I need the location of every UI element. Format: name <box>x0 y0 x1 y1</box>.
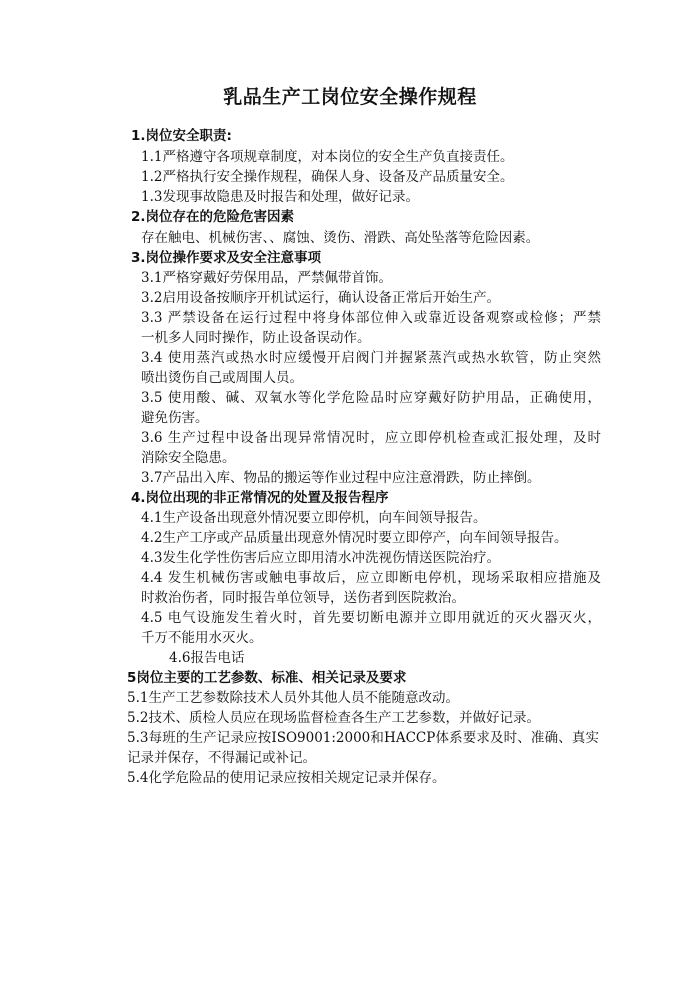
section-3-item: 3.6 生产过程中设备出现异常情况时，应立即停机检查或汇报处理，及时 <box>141 430 601 446</box>
section-3-item: 3.4 使用蒸汽或热水时应缓慢开启阀门并握紧蒸汽或热水软管，防止突然 <box>141 350 601 366</box>
section-4-item: 4.6报告电话 <box>169 650 245 666</box>
section-5-item: 5.4化学危险品的使用记录应按相关规定记录并保存。 <box>127 770 446 786</box>
section-5-heading: 5岗位主要的工艺参数、标准、相关记录及要求 <box>127 670 407 686</box>
section-3-item-cont: 避免伤害。 <box>141 410 209 426</box>
section-3-item: 3.5 使用酸、碱、双氧水等化学危险品时应穿戴好防护用品，正确使用， <box>141 390 601 406</box>
section-5-item-cont: 记录并保存，不得漏记或补记。 <box>127 750 316 766</box>
section-5-item: 5.3每班的生产记录应按ISO9001:2000和HACCP体系要求及时、准确、真实 <box>127 730 599 746</box>
section-4-item: 4.3发生化学性伤害后应立即用清水冲洗视伤情送医院治疗。 <box>141 550 500 566</box>
section-4-item: 4.5 电气设施发生着火时，首先要切断电源并立即用就近的灭火器灭火， <box>141 610 601 626</box>
section-1-item: 1.2严格执行安全操作规程，确保人身、设备及产品质量安全。 <box>141 169 514 185</box>
section-1-item: 1.1严格遵守各项规章制度，对本岗位的安全生产负直接责任。 <box>141 149 514 165</box>
section-4-item-cont: 千万不能用水灭火。 <box>141 630 263 646</box>
section-1-heading: 1.岗位安全职责: <box>131 128 232 144</box>
section-3-item: 3.2启用设备按顺序开机试运行，确认设备正常后开始生产。 <box>141 290 500 306</box>
section-4-item: 4.1生产设备出现意外情况要立即停机，向车间领导报告。 <box>141 510 487 526</box>
section-5-item: 5.2技术、质检人员应在现场监督检查各生产工艺参数，并做好记录。 <box>127 710 540 726</box>
section-4-item: 4.2生产工序或产品质量出现意外情况时要立即停产，向车间领导报告。 <box>141 530 568 546</box>
section-3-item: 3.1严格穿戴好劳保用品，严禁佩带首饰。 <box>141 270 392 286</box>
section-4-item: 4.4 发生机械伤害或触电事故后，应立即断电停机，现场采取相应措施及 <box>141 570 601 586</box>
section-3-item: 3.7产品出入库、物品的搬运等作业过程中应注意滑跌，防止摔倒。 <box>141 470 541 486</box>
section-3-heading: 3.岗位操作要求及安全注意事项 <box>131 250 322 266</box>
section-4-item-cont: 时救治伤者，同时报告单位领导，送伤者到医院救治。 <box>141 590 465 606</box>
section-2-heading: 2.岗位存在的危险危害因素 <box>131 209 295 225</box>
section-3-item-cont: 一机多人同时操作，防止设备误动作。 <box>141 330 371 346</box>
document-title: 乳品生产工岗位安全操作规程 <box>223 86 477 108</box>
section-4-heading: 4.岗位出现的非正常情况的处置及报告程序 <box>131 490 389 506</box>
section-5-item: 5.1生产工艺参数除技术人员外其他人员不能随意改动。 <box>127 690 459 706</box>
section-3-item-cont: 喷出烫伤自己或周围人员。 <box>141 370 303 386</box>
section-3-item-cont: 消除安全隐患。 <box>141 450 236 466</box>
section-3-item: 3.3 严禁设备在运行过程中将身体部位伸入或靠近设备观察或检修；严禁 <box>141 310 601 326</box>
section-1-item: 1.3发现事故隐患及时报告和处理，做好记录。 <box>141 189 419 205</box>
section-2-body: 存在触电、机械伤害、、腐蚀、烫伤、滑跌、高处坠落等危险因素。 <box>141 230 540 246</box>
